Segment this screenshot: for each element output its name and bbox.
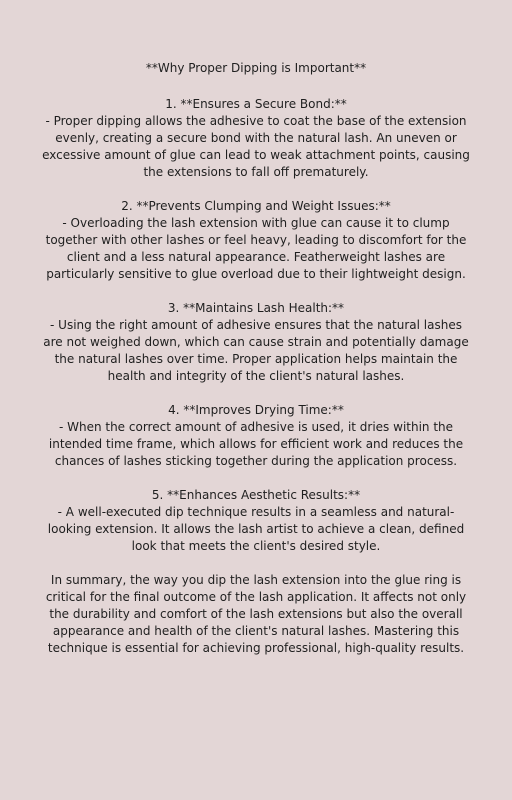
section-prevents-clumping — [40, 198, 472, 283]
body-line: - Overloading the lash extension with glue can cause it to clump — [62, 216, 450, 230]
body-line: looking extension. It allows the lash artist to achieve a clean, defined — [47, 522, 465, 536]
body-line: are not weighed down, which can cause strain and potentially damage — [43, 335, 469, 349]
summary-line: appearance and health of the client's natural lashes. Mastering this — [52, 624, 460, 638]
body-line: - When the correct amount of adhesive is used, it dries within the — [58, 420, 454, 434]
body-line: intended time frame, which allows for efficient work and reduces the — [48, 437, 464, 451]
section-body — [40, 215, 472, 283]
section-heading: 5. **Enhances Aesthetic Results:** — [151, 488, 361, 502]
summary-line: In summary, the way you dip the lash extension into the glue ring is — [50, 573, 462, 587]
body-line: excessive amount of glue can lead to weak attachment points, causing — [42, 148, 470, 162]
section-body — [40, 504, 472, 555]
summary-line: technique is essential for achieving professional, high-quality results. — [47, 641, 465, 655]
body-line: health and integrity of the client's natural lashes. — [107, 369, 405, 383]
section-heading: 3. **Maintains Lash Health:** — [167, 301, 345, 315]
section-drying-time — [40, 402, 472, 470]
section-body — [40, 419, 472, 470]
section-heading: 4. **Improves Drying Time:** — [168, 403, 344, 417]
body-line: the extensions to fall off prematurely. — [143, 165, 369, 179]
body-line: the natural lashes over time. Proper application helps maintain the — [54, 352, 458, 366]
section-aesthetic-results — [40, 487, 472, 555]
body-line: client and a less natural appearance. Featherweight lashes are — [66, 250, 446, 264]
body-line: chances of lashes sticking together during the application process. — [54, 454, 458, 468]
body-line: particularly sensitive to glue overload due to their lightweight design. — [46, 267, 466, 281]
section-lash-health — [40, 300, 472, 385]
body-line: - A well-executed dip technique results in a seamless and natural- — [57, 505, 455, 519]
section-body — [40, 317, 472, 385]
document-title: **Why Proper Dipping is Important** — [145, 61, 367, 75]
body-line: evenly, creating a secure bond with the natural lash. An uneven or — [55, 131, 457, 145]
section-secure-bond — [40, 96, 472, 181]
body-line: together with other lashes or feel heavy, leading to discomfort for the — [45, 233, 467, 247]
section-list — [40, 96, 472, 657]
summary-paragraph — [40, 572, 472, 657]
summary-line: critical for the final outcome of the lash application. It affects not only — [45, 590, 467, 604]
summary-line: the durability and comfort of the lash extensions but also the overall — [49, 607, 463, 621]
section-heading: 1. **Ensures a Secure Bond:** — [165, 97, 347, 111]
body-line: - Using the right amount of adhesive ensures that the natural lashes — [50, 318, 462, 332]
body-line: look that meets the client's desired style. — [131, 539, 381, 553]
body-line: - Proper dipping allows the adhesive to coat the base of the extension — [45, 114, 467, 128]
section-heading: 2. **Prevents Clumping and Weight Issues:** — [121, 199, 391, 213]
section-body — [40, 113, 472, 181]
